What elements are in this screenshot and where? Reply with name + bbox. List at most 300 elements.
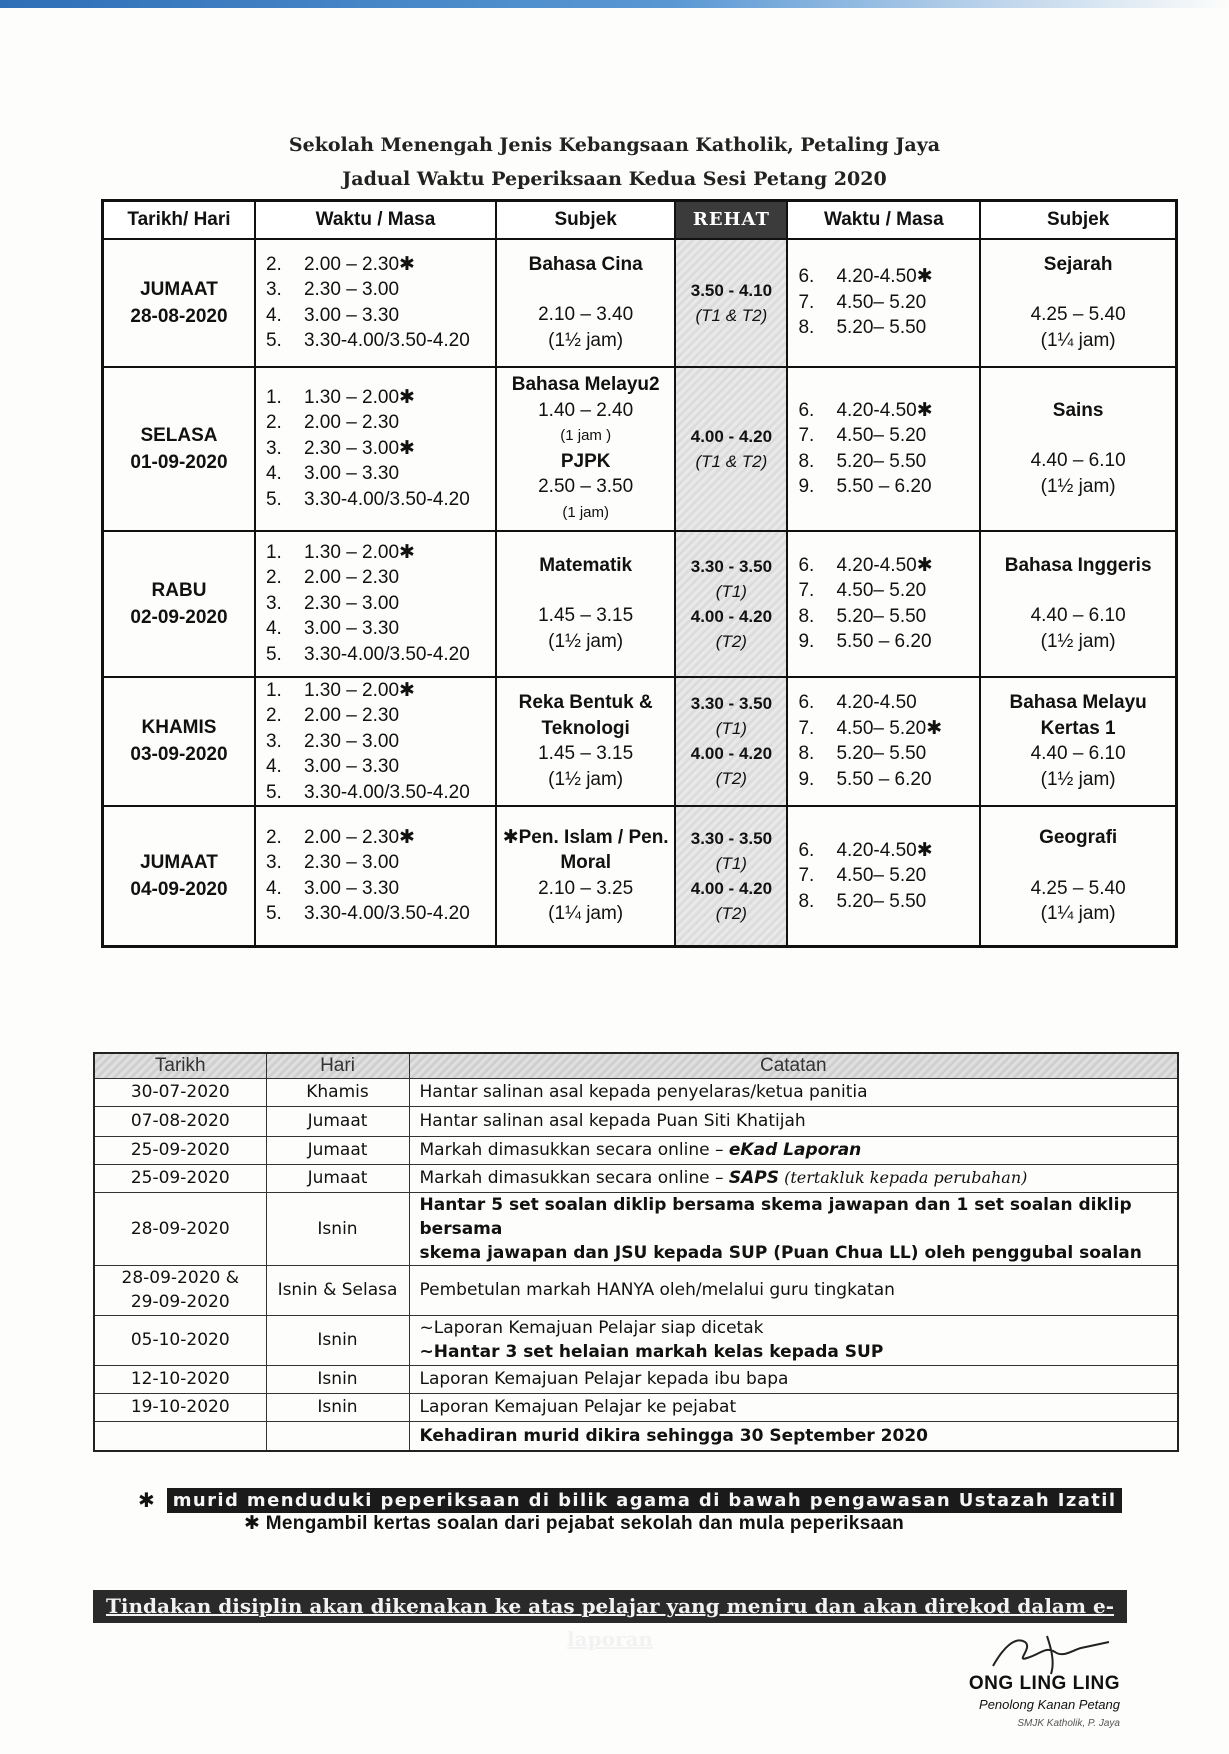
slot-number: 8.: [798, 450, 815, 472]
rehat-time: 3.50 - 4.10: [690, 280, 773, 300]
note-date: 07-08-2020: [130, 1111, 230, 1131]
slot-number: 4.: [265, 304, 282, 326]
slot-number: 1.: [265, 541, 282, 563]
spacer: [497, 578, 674, 603]
subject-duration: (1½ jam): [1040, 768, 1116, 790]
slot-number: 2.: [265, 253, 282, 275]
time-slot: [266, 642, 495, 668]
time-slot: [266, 328, 495, 354]
subject-time: 2.10 – 3.40: [538, 304, 634, 326]
day-name: JUMAAT: [140, 851, 218, 873]
time-slot: [266, 436, 495, 462]
time-slot: [266, 850, 495, 876]
slot-time: 5.20– 5.50: [836, 605, 927, 627]
note-date: 28-09-2020 &: [121, 1268, 239, 1288]
rehat-group: (T1): [715, 581, 747, 601]
rehat-group: (T1 & T2): [695, 305, 768, 325]
note-line: [420, 1278, 1178, 1302]
slot-time: 2.00 – 2.30: [303, 412, 400, 434]
time-slot: [798, 398, 979, 424]
subject-cell: [980, 677, 1176, 807]
note-line: [420, 1424, 1178, 1448]
rehat-group: (T2): [715, 903, 747, 923]
slot-time: 4.50– 5.20: [836, 291, 927, 313]
day-cell: [103, 239, 255, 367]
day-cell: [103, 367, 255, 531]
slot-number: 7.: [798, 291, 815, 313]
time-slot: [798, 315, 979, 341]
subject-time: 4.40 – 6.10: [1030, 743, 1126, 765]
time-slot: [798, 863, 979, 889]
slot-number: 3.: [265, 730, 282, 752]
slot-number: 3.: [265, 279, 282, 300]
subject-duration: (1 jam): [562, 503, 609, 521]
note-date: 29-09-2020: [130, 1292, 230, 1312]
slot-number: 5.: [265, 643, 282, 665]
slot-time: 2.30 – 3.00: [303, 279, 400, 300]
time-slot: [266, 410, 495, 436]
note-date-cell: [94, 1106, 266, 1136]
note-remark: [409, 1315, 1178, 1365]
slot-time: 1.30 – 2.00✱: [303, 386, 415, 408]
slot-time: 4.20-4.50✱: [836, 266, 933, 288]
rehat-time: 3.30 - 3.50: [690, 694, 773, 714]
note-text: Kehadiran murid dikira sehingga 30 September 2020: [419, 1425, 928, 1446]
slot-time: 2.30 – 3.00: [303, 852, 400, 874]
subject-cell: [496, 531, 675, 677]
timetable-title: Jadual Waktu Peperiksaan Kedua Sesi Petang 2020: [342, 168, 887, 190]
note-text: eKad Laporan: [728, 1140, 862, 1160]
subject-duration: (1½ jam): [548, 768, 624, 790]
slot-number: 2.: [265, 705, 282, 726]
rehat-time: 4.00 - 4.20: [690, 878, 773, 898]
subject-duration: (1½ jam): [548, 630, 624, 652]
subject-cell: [496, 677, 675, 807]
subject-time: 4.40 – 6.10: [1030, 450, 1126, 472]
time-slots-cell: [787, 531, 980, 677]
notes-row: [94, 1106, 1178, 1136]
spacer: [981, 578, 1175, 603]
timetable-row: [103, 677, 1177, 807]
document-heading: [0, 128, 1229, 196]
timetable-row: [103, 239, 1177, 367]
rehat-group: (T1 & T2): [695, 451, 768, 471]
day-name: SELASA: [140, 424, 218, 446]
slot-time: 3.00 – 3.30: [303, 304, 400, 326]
note-text: ~Hantar 3 set helaian markah kelas kepada SUP: [419, 1342, 884, 1362]
discipline-banner: Tindakan disiplin akan dikenakan ke atas pelajar yang meniru dan akan direkod dalam e-laporan: [93, 1590, 1127, 1623]
time-slots-cell: [255, 531, 496, 677]
exam-date: 28-08-2020: [130, 305, 228, 327]
notes-row: [94, 1136, 1178, 1164]
note-remark: [409, 1393, 1178, 1421]
col-date-day: Tarikh/ Hari: [103, 201, 255, 239]
slot-time: 2.00 – 2.30: [303, 567, 400, 589]
note-date-cell: [94, 1365, 266, 1393]
slot-number: 2.: [265, 567, 282, 589]
slot-time: 2.30 – 3.00: [303, 730, 400, 752]
spacer: [981, 277, 1175, 302]
notes-row: [94, 1421, 1178, 1451]
note-line: [420, 1316, 1178, 1340]
col-time-b: Waktu / Masa: [787, 201, 980, 239]
slot-number: 1.: [265, 679, 282, 701]
subject-cell: [980, 367, 1176, 531]
subject-duration: (1¼ jam): [548, 903, 624, 925]
note-text: ~Laporan Kemajuan Pelajar siap dicetak: [419, 1318, 764, 1338]
note-text: skema jawapan dan JSU kepada SUP (Puan Chua LL) oleh penggubal soalan: [419, 1242, 1142, 1263]
slot-time: 2.30 – 3.00✱: [303, 437, 415, 459]
slot-time: 4.20-4.50✱: [836, 839, 933, 861]
note-text: Hantar 5 set soalan diklip bersama skema jawapan dan 1 set soalan diklip bersama: [419, 1194, 1132, 1239]
rehat-group: (T2): [715, 769, 747, 789]
footnote-islam-text: murid menduduki peperiksaan di bilik agama di bawah pengawasan Ustazah Izatil: [167, 1488, 1123, 1513]
note-date: 25-09-2020: [130, 1168, 230, 1188]
subject-name: Bahasa Melayu Kertas 1: [1009, 692, 1147, 739]
subject-name: Bahasa Inggeris: [1004, 554, 1152, 576]
notes-row: [94, 1393, 1178, 1421]
subject-name: Sejarah: [1043, 253, 1113, 275]
note-text: Laporan Kemajuan Pelajar kepada ibu bapa: [419, 1369, 789, 1389]
slot-number: 8.: [798, 743, 815, 765]
slot-time: 3.30-4.00/3.50-4.20: [303, 903, 470, 925]
exam-date: 02-09-2020: [130, 606, 228, 628]
subject-duration: (1½ jam): [1040, 630, 1116, 652]
slot-number: 6.: [798, 692, 815, 714]
time-slot: [798, 716, 979, 742]
subject-name: ✱Pen. Islam / Pen. Moral: [502, 826, 669, 874]
top-blue-bar: [0, 0, 1229, 8]
slot-number: 6.: [798, 554, 815, 576]
time-slots-cell: [255, 677, 496, 807]
subject-name: Sains: [1052, 399, 1104, 421]
subject-time: 4.25 – 5.40: [1030, 304, 1126, 326]
subject-name: Bahasa Melayu2: [511, 374, 660, 395]
slot-number: 6.: [798, 266, 815, 288]
note-remark: [409, 1106, 1178, 1136]
day-name: JUMAAT: [140, 278, 218, 300]
rehat-time: 3.30 - 3.50: [690, 828, 773, 848]
subject-duration: (1½ jam): [548, 329, 624, 351]
slot-number: 9.: [798, 476, 815, 497]
time-slot: [266, 303, 495, 329]
note-date-cell: [94, 1164, 266, 1192]
note-date-cell: [94, 1265, 266, 1315]
col-tarikh: Tarikh: [94, 1053, 266, 1078]
slot-time: 1.30 – 2.00✱: [303, 541, 415, 563]
slot-time: 4.50– 5.20✱: [836, 717, 943, 739]
note-remark: [409, 1265, 1178, 1315]
note-date-cell: [94, 1315, 266, 1365]
slot-number: 4.: [265, 877, 282, 899]
note-text: Markah dimasukkan secara online –: [419, 1168, 729, 1188]
note-date: 19-10-2020: [130, 1397, 230, 1417]
note-date-cell: [94, 1393, 266, 1421]
day-cell: [103, 531, 255, 677]
subject-cell: [496, 239, 675, 367]
note-day: Khamis: [266, 1078, 409, 1106]
note-day: Isnin: [266, 1315, 409, 1365]
note-text: Hantar salinan asal kepada penyelaras/ketua panitia: [419, 1082, 868, 1102]
col-hari: Hari: [266, 1053, 409, 1078]
slot-time: 5.20– 5.50: [836, 890, 927, 912]
slot-time: 5.50 – 6.20: [836, 476, 932, 497]
slot-time: 5.50 – 6.20: [836, 631, 932, 652]
time-slot: [266, 825, 495, 851]
subject-name: Bahasa Cina: [528, 253, 643, 275]
day-cell: [103, 806, 255, 946]
slot-number: 4.: [265, 618, 282, 640]
rehat-group: (T2): [715, 631, 747, 651]
rehat-cell: [675, 239, 787, 367]
time-slot: [798, 741, 979, 767]
rehat-time: 4.00 - 4.20: [690, 606, 773, 626]
time-slots-cell: [787, 239, 980, 367]
exam-date: 03-09-2020: [130, 744, 228, 766]
col-catatan: Catatan: [409, 1053, 1178, 1078]
slot-time: 2.00 – 2.30✱: [303, 826, 415, 848]
day-cell: [103, 677, 255, 807]
time-slot: [266, 876, 495, 902]
note-remark: [409, 1136, 1178, 1164]
note-text: Markah dimasukkan secara online –: [419, 1140, 729, 1160]
slot-number: 7.: [798, 425, 815, 446]
notes-row: [94, 1315, 1178, 1365]
time-slot: [266, 780, 495, 806]
slot-number: 6.: [798, 839, 815, 861]
subject-time: 1.45 – 3.15: [538, 743, 634, 765]
note-date-cell: [94, 1421, 266, 1451]
slot-number: 9.: [798, 631, 815, 652]
exam-date: 04-09-2020: [130, 878, 228, 900]
time-slots-cell: [787, 677, 980, 807]
time-slot: [266, 901, 495, 927]
rehat-cell: [675, 367, 787, 531]
note-line: [420, 1367, 1178, 1391]
subject-time: 4.25 – 5.40: [1030, 877, 1126, 899]
slot-time: 5.20– 5.50: [836, 743, 927, 765]
note-date-cell: [94, 1192, 266, 1265]
note-line: [420, 1193, 1178, 1241]
timetable-row: [103, 806, 1177, 946]
time-slot: [798, 838, 979, 864]
note-day: Isnin: [266, 1192, 409, 1265]
rehat-cell: [675, 531, 787, 677]
exam-date: 01-09-2020: [130, 451, 228, 473]
note-day: Jumaat: [266, 1136, 409, 1164]
notes-row: [94, 1365, 1178, 1393]
time-slot: [266, 729, 495, 755]
exam-timetable: [101, 199, 1178, 948]
slot-number: 6.: [798, 399, 815, 421]
slot-number: 2.: [265, 412, 282, 434]
slot-number: 5.: [265, 488, 282, 510]
note-day: Jumaat: [266, 1106, 409, 1136]
time-slot: [266, 703, 495, 729]
slot-time: 3.00 – 3.30: [303, 877, 400, 899]
note-line: [420, 1241, 1178, 1265]
slot-number: 3.: [265, 852, 282, 874]
subject-name: Geografi: [1039, 827, 1118, 848]
rehat-group: (T1): [715, 853, 747, 873]
time-slot: [798, 290, 979, 316]
note-line: [420, 1080, 1178, 1104]
slot-time: 2.00 – 2.30: [303, 705, 400, 726]
footnote-islam: [138, 1486, 1122, 1514]
slot-time: 4.20-4.50: [836, 692, 917, 714]
time-slots-cell: [787, 806, 980, 946]
slot-time: 4.50– 5.20: [836, 865, 927, 886]
time-slot: [266, 678, 495, 704]
subject-cell: [496, 806, 675, 946]
subject-name: Matematik: [539, 554, 633, 576]
slot-time: 2.30 – 3.00: [303, 592, 400, 614]
notes-header-row: [94, 1053, 1178, 1078]
spacer: [497, 277, 674, 302]
slot-number: 8.: [798, 605, 815, 627]
rehat-cell: [675, 806, 787, 946]
slot-time: 3.00 – 3.30: [303, 618, 400, 640]
subject-name: PJPK: [560, 450, 611, 472]
note-text: (tertakluk kepada perubahan): [779, 1168, 1028, 1187]
subject-time: 1.45 – 3.15: [538, 605, 634, 627]
slot-time: 4.20-4.50✱: [836, 554, 933, 576]
time-slot: [266, 591, 495, 617]
note-date: 30-07-2020: [130, 1082, 230, 1102]
day-name: RABU: [151, 579, 207, 601]
note-text: Pembetulan markah HANYA oleh/melalui guru tingkatan: [419, 1280, 895, 1300]
note-remark: [409, 1365, 1178, 1393]
slot-time: 2.00 – 2.30✱: [303, 253, 415, 275]
note-date: 25-09-2020: [130, 1140, 230, 1160]
note-line: [420, 1109, 1178, 1133]
slot-time: 5.20– 5.50: [836, 450, 927, 472]
notes-row: [94, 1265, 1178, 1315]
time-slot: [798, 629, 979, 655]
school-stamp: SMJK Katholik, P. Jaya: [1017, 1718, 1120, 1729]
slot-time: 5.20– 5.50: [836, 317, 927, 339]
timetable-row: [103, 367, 1177, 531]
school-name: Sekolah Menengah Jenis Kebangsaan Katholik, Petaling Jaya: [288, 134, 941, 156]
note-day: Isnin & Selasa: [266, 1265, 409, 1315]
time-slot: [798, 604, 979, 630]
slot-number: 3.: [265, 592, 282, 614]
slot-time: 3.30-4.00/3.50-4.20: [303, 781, 470, 803]
slot-number: 7.: [798, 717, 815, 739]
time-slot: [798, 578, 979, 604]
notes-row: [94, 1192, 1178, 1265]
time-slot: [266, 252, 495, 278]
slot-time: 3.00 – 3.30: [303, 756, 400, 777]
note-line: [420, 1395, 1178, 1419]
slot-time: 4.50– 5.20: [836, 425, 927, 446]
time-slots-cell: [255, 806, 496, 946]
time-slot: [798, 474, 979, 500]
note-remark: [409, 1164, 1178, 1192]
note-text: Laporan Kemajuan Pelajar ke pejabat: [419, 1397, 737, 1417]
rehat-time: 3.30 - 3.50: [690, 556, 773, 576]
note-remark: [409, 1421, 1178, 1451]
note-line: [420, 1166, 1178, 1190]
notes-row: [94, 1164, 1178, 1192]
slot-number: 1.: [265, 386, 282, 408]
slot-time: 3.00 – 3.30: [303, 463, 400, 485]
time-slot: [266, 277, 495, 303]
note-day: Isnin: [266, 1393, 409, 1421]
note-date-cell: [94, 1136, 266, 1164]
slot-number: 7.: [798, 865, 815, 886]
rehat-group: (T1): [715, 719, 747, 739]
slot-number: 9.: [798, 768, 815, 790]
slot-number: 5.: [265, 330, 282, 351]
col-subject-b: Subjek: [980, 201, 1176, 239]
note-day: Isnin: [266, 1365, 409, 1393]
rehat-cell: [675, 677, 787, 807]
slot-time: 1.30 – 2.00✱: [303, 679, 415, 701]
time-slot: [266, 487, 495, 513]
signature-scribble: [985, 1628, 1115, 1678]
slot-time: 5.50 – 6.20: [836, 768, 932, 790]
note-remark: [409, 1078, 1178, 1106]
time-slot: [798, 889, 979, 915]
slot-number: 7.: [798, 580, 815, 601]
timetable-row: [103, 531, 1177, 677]
slot-number: 4.: [265, 463, 282, 485]
subject-time: 2.50 – 3.50: [538, 476, 634, 497]
signatory-role: Penolong Kanan Petang: [979, 1697, 1120, 1712]
time-slot: [266, 754, 495, 780]
col-subject-a: Subjek: [496, 201, 675, 239]
time-slots-cell: [255, 239, 496, 367]
time-slots-cell: [255, 367, 496, 531]
col-rehat: REHAT: [675, 201, 787, 239]
time-slot: [798, 767, 979, 793]
subject-duration: (1½ jam): [1040, 475, 1116, 497]
subject-cell: [980, 239, 1176, 367]
slot-number: 5.: [265, 781, 282, 803]
asterisk-icon: ✱: [138, 1489, 155, 1512]
note-day: [266, 1421, 409, 1451]
footnote-collect-paper: ✱ Mengambil kertas soalan dari pejabat sekolah dan mula peperiksaan: [244, 1513, 905, 1534]
time-slot: [798, 690, 979, 716]
note-text: Hantar salinan asal kepada Puan Siti Khatijah: [419, 1111, 806, 1131]
subject-cell: [496, 367, 675, 531]
note-line: [420, 1138, 1178, 1162]
note-date: 28-09-2020: [130, 1218, 230, 1239]
rehat-time: 4.00 - 4.20: [690, 426, 773, 446]
subject-cell: [980, 531, 1176, 677]
slot-time: 4.20-4.50✱: [836, 399, 933, 421]
signatory-name: ONG LING LING: [968, 1673, 1120, 1694]
spacer: [981, 851, 1175, 876]
note-text: SAPS: [728, 1168, 779, 1188]
subject-time: 1.40 – 2.40: [538, 399, 634, 421]
time-slot: [266, 565, 495, 591]
day-name: KHAMIS: [141, 717, 217, 739]
time-slot: [266, 616, 495, 642]
subject-duration: (1¼ jam): [1040, 329, 1116, 351]
time-slot: [266, 540, 495, 566]
slot-number: 8.: [798, 890, 815, 912]
spacer: [981, 423, 1175, 448]
subject-cell: [980, 806, 1176, 946]
timetable-header-row: [103, 201, 1177, 239]
slot-number: 2.: [265, 826, 282, 848]
time-slot: [798, 423, 979, 449]
notes-row: [94, 1078, 1178, 1106]
note-date-cell: [94, 1078, 266, 1106]
slot-number: 8.: [798, 317, 815, 339]
